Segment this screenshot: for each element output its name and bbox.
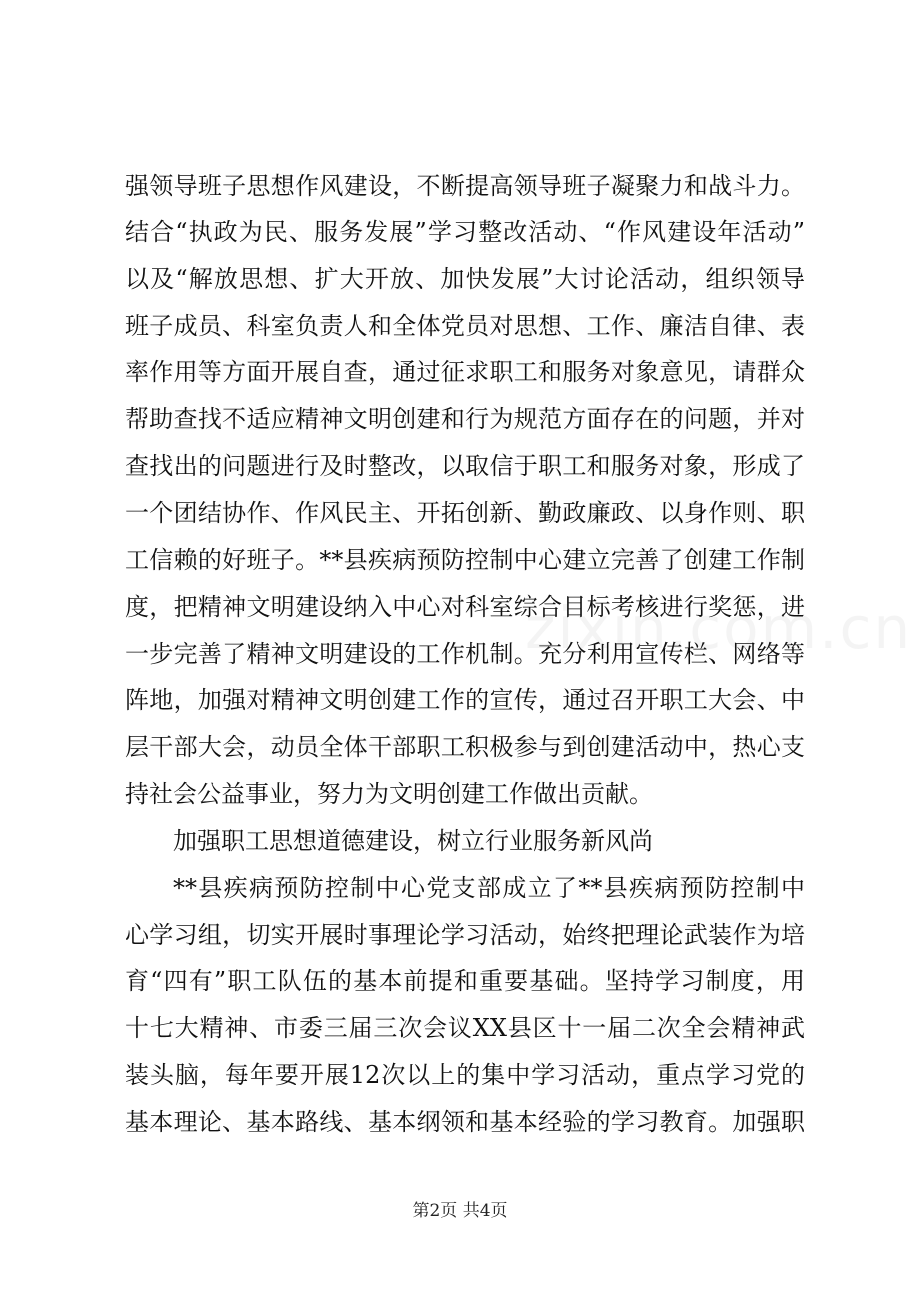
body-text-line: 层干部大会，动员全体干部职工积极参与到创建活动中，热心支 [125, 733, 805, 761]
body-text-line: 度，把精神文明建设纳入中心对科室综合目标考核进行奖惩，进 [125, 593, 805, 621]
body-text-line: 以及“解放思想、扩大开放、加快发展”大讨论活动，组织领导 [125, 265, 805, 293]
body-text-line: 一步完善了精神文明建设的工作机制。充分利用宣传栏、网络等 [125, 640, 805, 668]
body-text-line: 班子成员、科室负责人和全体党员对思想、工作、廉洁自律、表 [125, 312, 805, 340]
body-text-line: 强领导班子思想作风建设，不断提高领导班子凝聚力和战斗力。 [125, 172, 805, 200]
body-text-line: 持社会公益事业，努力为文明创建工作做出贡献。 [125, 780, 653, 808]
body-text-line: 率作用等方面开展自查，通过征求职工和服务对象意见，请群众 [125, 358, 805, 386]
body-text-line: 帮助查找不适应精神文明创建和行为规范方面存在的问题，并对 [125, 405, 805, 433]
body-text-line: 基本理论、基本路线、基本纲领和基本经验的学习教育。加强职 [125, 1108, 805, 1136]
section-heading: 加强职工思想道德建设，树立行业服务新风尚 [173, 827, 653, 855]
body-text-line: 十七大精神、市委三届三次会议XX县区十一届二次全会精神武 [125, 1014, 805, 1042]
body-text-line: 装头脑，每年要开展12次以上的集中学习活动，重点学习党的 [125, 1061, 805, 1089]
body-text-line: 工信赖的好班子。**县疾病预防控制中心建立完善了创建工作制 [125, 546, 805, 574]
body-text-line: 阵地，加强对精神文明创建工作的宣传，通过召开职工大会、中 [125, 686, 805, 714]
body-text-line: 查找出的问题进行及时整改，以取信于职工和服务对象，形成了 [125, 452, 805, 480]
body-text-line: 结合“执政为民、服务发展”学习整改活动、“作风建设年活动” [125, 218, 805, 246]
body-text-line: 一个团结协作、作风民主、开拓创新、勤政廉政、以身作则、职 [125, 499, 805, 527]
page-footer: 第2页 共4页 [412, 1201, 508, 1221]
body-text-line: **县疾病预防控制中心党支部成立了**县疾病预防控制中 [173, 874, 805, 902]
body-text-line: 育“四有”职工队伍的基本前提和重要基础。坚持学习制度，用 [125, 967, 805, 995]
body-text-line: 心学习组，切实开展时事理论学习活动，始终把理论武装作为培 [125, 921, 805, 949]
